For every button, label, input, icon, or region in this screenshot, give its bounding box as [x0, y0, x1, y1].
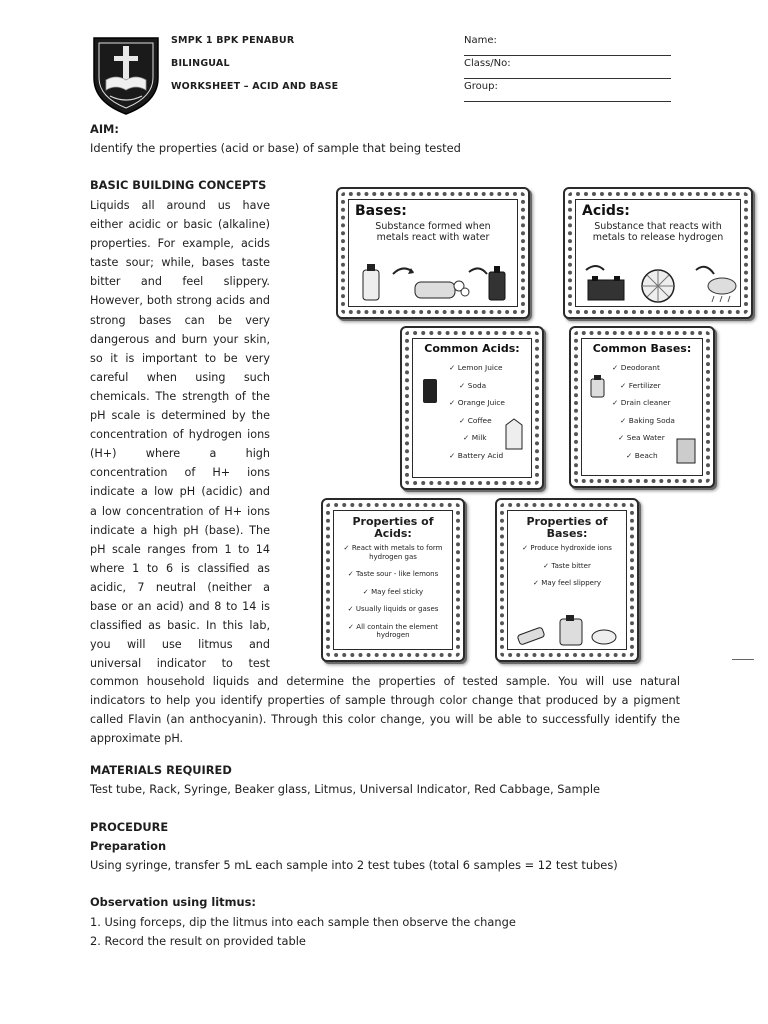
concept-line: However, both strong acids and	[90, 294, 270, 308]
concept-line: concentration of H+ ions	[90, 466, 270, 480]
concept-line: acidic, 7 neutral (neither a	[90, 580, 270, 594]
worksheet-title: WORKSHEET – ACID AND BASE	[171, 81, 339, 92]
poster-bases-title: Bases:	[355, 203, 407, 219]
materials-heading: MATERIALS REQUIRED	[90, 763, 232, 777]
acid-property-item: ✓ All contain the element hydrogen	[342, 623, 444, 640]
concept-line: bitter and feel slippery.	[90, 275, 270, 289]
group-field-label: Group:	[464, 81, 498, 92]
concept-line: chemicals. The strength of the	[90, 389, 270, 403]
preparation-text: Using syringe, transfer 5 mL each sample into 2 test tubes (total 6 samples = 12 test tubes)	[90, 858, 618, 872]
observation-heading: Observation using litmus:	[90, 895, 256, 909]
concept-line: careful when using such	[90, 370, 270, 384]
poster-properties-bases	[495, 498, 639, 662]
concepts-heading: BASIC BUILDING CONCEPTS	[90, 178, 267, 192]
edge-rule	[732, 659, 754, 660]
acid-property-item: ✓ Usually liquids or gases	[342, 605, 444, 614]
common-acid-item: ✓ Orange Juice	[449, 394, 531, 412]
concept-line: pH scale ranges from 1 to 14	[90, 542, 270, 556]
common-base-item: ✓ Fertilizer	[612, 377, 702, 395]
name-field-label: Name:	[464, 35, 497, 46]
deodorant-icon	[588, 373, 608, 399]
concept-line: concentration of hydrogen ions	[90, 428, 270, 442]
school-logo	[90, 34, 162, 116]
base-property-item: ✓ Produce hydroxide ions	[516, 544, 618, 553]
concept-line: taste sour; while, bases taste	[90, 256, 270, 270]
concept-line: called Flavin (an anthocyanin). Through this color change, you will be able to successfully identify the	[90, 713, 680, 727]
concept-line: indicators to help you identify properties of sample through color change that produced by a pigment	[90, 694, 680, 708]
poster-bases	[336, 187, 530, 319]
concept-line: you will use litmus and	[90, 638, 270, 652]
concepts-continuation	[90, 672, 680, 748]
class-field-label: Class/No:	[464, 58, 511, 69]
base-property-item: ✓ May feel slippery	[516, 579, 618, 588]
soda-can-icon	[421, 377, 441, 407]
procedure-step: 2. Record the result on provided table	[90, 934, 306, 948]
milk-carton-icon	[503, 417, 525, 451]
common-base-item: ✓ Drain cleaner	[612, 394, 702, 412]
concept-line: either acidic or basic (alkaline)	[90, 218, 270, 232]
poster-common-acids	[400, 326, 544, 490]
preparation-heading: Preparation	[90, 839, 167, 853]
bases-products-icon	[508, 613, 627, 647]
concepts-intro	[90, 196, 270, 673]
poster-common-bases	[569, 326, 715, 488]
concept-line: properties. For example, acids	[90, 237, 270, 251]
common-acid-item: ✓ Soda	[449, 377, 531, 395]
common-acid-item: ✓ Coffee	[449, 412, 531, 430]
concept-line: classified as basic. In this lab,	[90, 619, 270, 633]
acid-property-item: ✓ May feel sticky	[342, 588, 444, 597]
concept-line: strong bases can be very	[90, 313, 270, 327]
aim-heading: AIM:	[90, 122, 119, 136]
concept-line: Liquids all around us have	[90, 199, 270, 212]
poster-properties-acids-title: Properties of Acids:	[352, 515, 434, 540]
acid-property-item: ✓ React with metals to form hydrogen gas	[342, 544, 444, 561]
poster-acids-text: Substance that reacts with metals to release hydrogen	[592, 221, 724, 243]
base-property-item: ✓ Taste bitter	[516, 562, 618, 571]
school-name: SMPK 1 BPK PENABUR	[171, 35, 295, 46]
school-crest-icon	[90, 34, 162, 116]
poster-properties-bases-title: Properties of Bases:	[526, 515, 608, 540]
poster-properties-acids	[321, 498, 465, 662]
concept-line: (H+) where a high	[90, 447, 270, 461]
concept-line: dangerous and burn your skin,	[90, 332, 270, 346]
common-base-item: ✓ Beach	[612, 447, 702, 465]
acids-illustration-icon	[576, 256, 741, 306]
poster-common-acids-title: Common Acids:	[424, 342, 520, 355]
procedure-step: 1. Using forceps, dip the litmus into each sample then observe the change	[90, 915, 516, 929]
common-acid-item: ✓ Lemon Juice	[449, 359, 531, 377]
program-label: BILINGUAL	[171, 58, 230, 69]
class-field-line[interactable]	[464, 78, 671, 79]
name-field-line[interactable]	[464, 55, 671, 56]
concept-line: universal indicator to test	[90, 657, 270, 671]
concept-line: approximate pH.	[90, 732, 184, 746]
poster-acids	[563, 187, 753, 319]
bases-illustration-icon	[349, 256, 518, 306]
common-base-item: ✓ Sea Water	[612, 429, 702, 447]
poster-acids-title: Acids:	[582, 203, 630, 219]
concept-line: indicate a low pH (acidic) and	[90, 485, 270, 499]
materials-text: Test tube, Rack, Syringe, Beaker glass, Litmus, Universal Indicator, Red Cabbage, Sample	[90, 782, 600, 796]
poster-bases-text: Substance formed when metals react with water	[375, 221, 491, 243]
aim-text: Identify the properties (acid or base) of sample that being tested	[90, 141, 461, 155]
acid-property-item: ✓ Taste sour - like lemons	[342, 570, 444, 579]
common-acid-item: ✓ Battery Acid	[449, 447, 531, 465]
concept-line: base or an acid) and 8 to 14 is	[90, 599, 270, 613]
common-base-item: ✓ Baking Soda	[612, 412, 702, 430]
concept-line: so it is important to be very	[90, 351, 270, 365]
concept-line: common household liquids and determine the properties of tested sample. You will use natural	[90, 675, 680, 688]
concept-line: indicate a high pH (base). The	[90, 523, 270, 537]
baking-soda-icon	[674, 435, 698, 465]
concept-line: where 1 to 6 is classified as	[90, 561, 270, 575]
common-base-item: ✓ Deodorant	[612, 359, 702, 377]
poster-common-bases-title: Common Bases:	[592, 342, 692, 355]
concept-line: a low concentration of H+ ions	[90, 504, 270, 518]
concept-line: pH scale is determined by the	[90, 409, 270, 423]
group-field-line[interactable]	[464, 101, 671, 102]
procedure-heading: PROCEDURE	[90, 820, 169, 834]
common-acid-item: ✓ Milk	[449, 429, 531, 447]
